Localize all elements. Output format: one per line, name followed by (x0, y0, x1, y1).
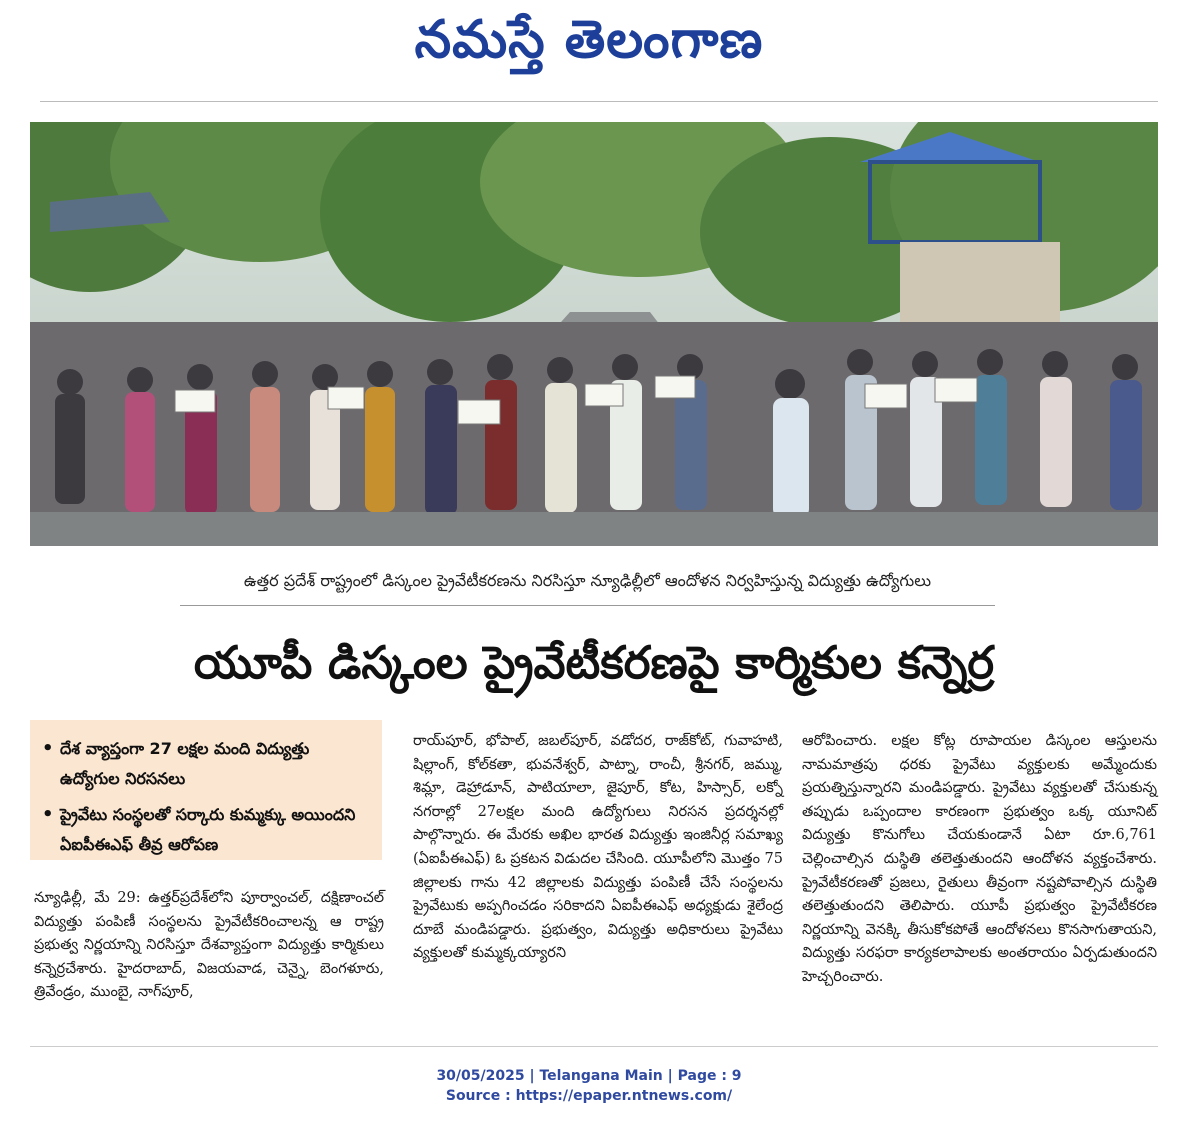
article-paragraph: న్యూఢిల్లీ, మే 29: ఉత్తర్‌ప్రదేశ్‌లోని పూర్వాంచల్, దక్షిణాంచల్ విద్యుత్తు పంపిణీ సంస్థలను ప్రైవేటీకరించాలన్న ఆ రాష్ట్ర ప్రభుత్వ నిర్ణయాన్ని నిరసిస్తూ దేశవ్యాప్తంగా విద్యుత్తు కార్మికులు కన్నెర్రచేశారు. హైదరాబాద్, విజయవాడ, చెన్నై, బెంగళూరు, త్రివేండ్రం, ముంబై, నాగ్‌పూర్, (34, 890, 384, 1001)
newspaper-logo: నమస్తే తెలంగాణ (414, 10, 764, 70)
article-paragraph: రాయ్‌పూర్, భోపాల్, జబల్‌పూర్, వడోదర, రాజ్‌కోట్, గువాహటి, షిల్లాంగ్, కోల్‌కతా, భువనేశ్వర్, పాట్నా, రాంచీ, శ్రీనగర్, జమ్ము, శిమ్లా, డెహ్రాడూన్, పాటియాలా, జైపూర్, కోట, హిస్సార్, లక్నో నగరాల్లో 27లక్షల మంది ఉద్యోగులు నిరసన ప్రదర్శనల్లో పాల్గొన్నారు. ఈ మేరకు అఖిల భారత విద్యుత్తు ఇంజినీర్ల సమాఖ్య (ఏఐపీఈఎఫ్) ఓ ప్రకటన విడుదల చేసింది. యూపీలోని మొత్తం 75 జిల్లాలకు గాను 42 జిల్లాలకు విద్యుత్తు పంపిణీ చేసే సంస్థలను ప్రైవేటుకు అప్పగించడం సరికాదని ఏఐపీఈఎఫ్ అధ్యక్షుడు శైలేంద్ర దూబే మండిపడ్డారు. ప్రభుత్వం, విద్యుత్తు అధికారులు ప్రైవేటు వ్యక్తులతో కుమ్మక్కయ్యారని (413, 733, 783, 962)
source-link[interactable]: Source : https://epaper.ntnews.com/ (445, 1088, 733, 1104)
bullet-icon: • (42, 738, 54, 759)
headline: యూపీ డిస్కంల ప్రైవేటీకరణపై కార్మికుల కన్నెర్ర (193, 636, 995, 689)
article-bottom-divider (30, 1046, 1158, 1047)
bullet-icon: • (42, 804, 54, 825)
news-photo (30, 122, 1158, 546)
article-paragraph: ఆరోపించారు. లక్షల కోట్ల రూపాయల డిస్కంల ఆస్తులను నామమాత్రపు ధరకు ప్రైవేటు వ్యక్తులకు అమ్మేందుకు ప్రయత్నిస్తున్నారని మండిపడ్డారు. ప్రైవేటు వ్యక్తులతో చేసుకున్న తప్పుడు ఒప్పందాల కారణంగా ప్రభుత్వం ఒక్క యూనిట్ విద్యుత్తు కొనుగోలు చేయకుండానే ఏటా రూ.6,761 చెల్లించాల్సిన దుస్థితి తలెత్తుతుందని ఆందోళన వ్యక్తంచేశారు. ప్రైవేటీకరణతో ప్రజలు, రైతులు తీవ్రంగా నష్టపోవాల్సిన దుస్థితి తలెత్తుతుందని తెలిపారు. యూపీ ప్రభుత్వం ప్రైవేటీకరణ నిర్ణయాన్ని వెనక్కి తీసుకోకపోతే ఆందోళనలు కొనసాగుతాయని, విద్యుత్తు సరఫరా కార్యకలాపాలకు అంతరాయం ఏర్పడుతుందని హెచ్చరించారు. (802, 733, 1157, 985)
protest-photo-illustration (30, 122, 1158, 546)
edition-info: 30/05/2025 | Telangana Main | Page : 9 (436, 1068, 742, 1084)
highlight-item (42, 734, 372, 794)
highlight-text: ప్రైవేటు సంస్థలతో సర్కారు కుమ్మక్కు అయిందని ఏఐపీఈఎఫ్ తీవ్ర ఆరోపణ (60, 805, 356, 854)
caption-divider (180, 605, 995, 606)
article-column-1 (34, 887, 384, 1005)
article-column-2 (413, 730, 783, 966)
highlights-box (30, 720, 382, 860)
article-column-3 (802, 730, 1157, 990)
highlight-text: దేశ వ్యాప్తంగా 27 లక్షల మంది విద్యుత్తు ఉద్యోగుల నిరసనలు (60, 739, 310, 788)
highlight-item (42, 800, 372, 860)
page-footer (0, 1066, 1178, 1106)
masthead-divider (40, 101, 1158, 102)
photo-caption: ఉత్తర ప్రదేశ్ రాష్ట్రంలో డిస్కంల ప్రైవేటీకరణను నిరసిస్తూ న్యూఢిల్లీలో ఆందోళన నిర్వహిస్తున్న విద్యుత్తు ఉద్యోగులు (243, 571, 932, 590)
masthead (0, 0, 1178, 80)
